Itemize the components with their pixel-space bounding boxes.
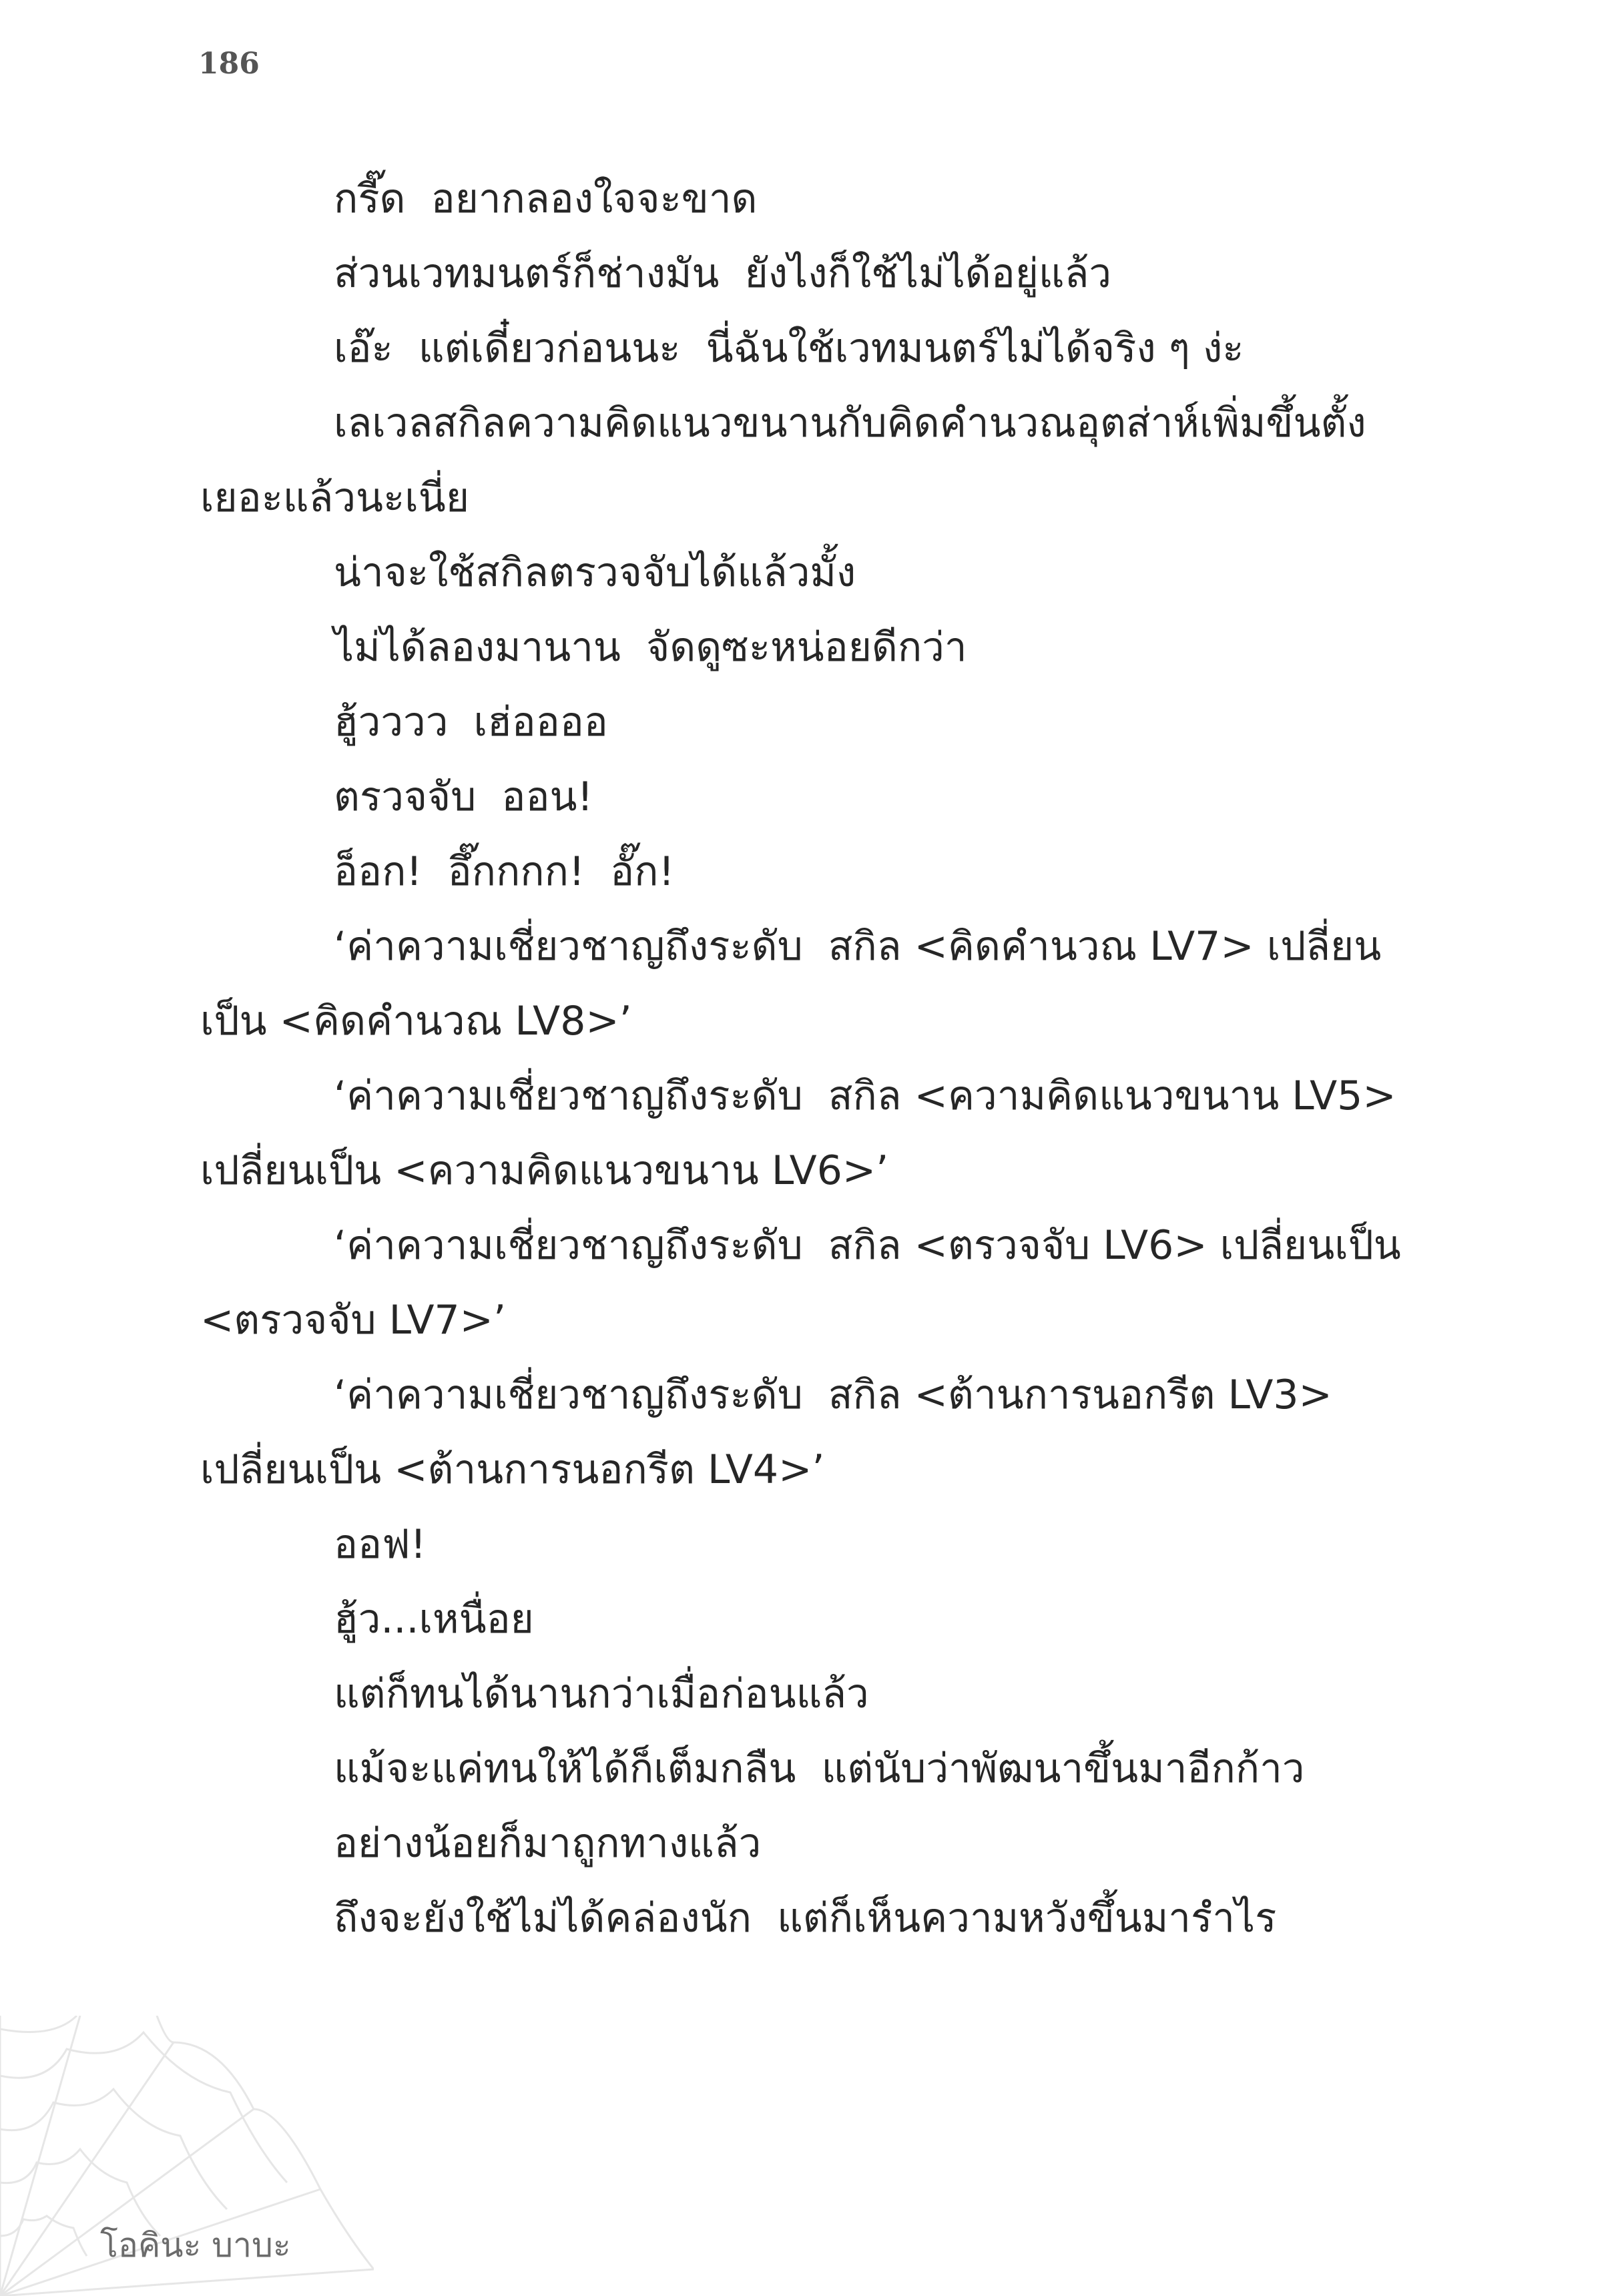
body-text	[200, 162, 1415, 1956]
paragraph: ถึงจะยังใช้ไม่ได้คล่องนัก แต่ก็เห็นความหวังขึ้นมารำไร	[334, 1895, 1277, 1942]
paragraph: ‘ค่าความเชี่ยวชาญถึงระดับ สกิล <คิดคำนวณ LV7> เปลี่ยนเป็น <คิดคำนวณ LV8>’	[200, 923, 1382, 1045]
paragraph: อ็อก! อึ๊กกกก! อั๊ก!	[334, 848, 675, 895]
paragraph: น่าจะใช้สกิลตรวจจับได้แล้วมั้ง	[334, 549, 856, 596]
paragraph: เลเวลสกิลความคิดแนวขนานกับคิดคำนวณอุตส่าห์เพิ่มขึ้นตั้งเยอะแล้วนะเนี่ย	[200, 400, 1366, 521]
paragraph: แต่ก็ทนได้นานกว่าเมื่อก่อนแล้ว	[334, 1671, 869, 1717]
paragraph: ฮู้ว...เหนื่อย	[334, 1596, 534, 1643]
paragraph: ‘ค่าความเชี่ยวชาญถึงระดับ สกิล <ความคิดแนวขนาน LV5> เปลี่ยนเป็น <ความคิดแนวขนาน LV6>’	[200, 1073, 1409, 1194]
paragraph: ตรวจจับ ออน!	[334, 774, 593, 820]
paragraph: ออฟ!	[334, 1521, 427, 1568]
paragraph: อย่างน้อยก็มาถูกทางแล้ว	[334, 1820, 762, 1867]
paragraph: แม้จะแค่ทนให้ได้ก็เต็มกลืน แต่นับว่าพัฒนาขึ้นมาอีกก้าว	[334, 1745, 1305, 1792]
paragraph: กรี๊ด อยากลองใจจะขาด	[334, 176, 758, 222]
author-name: โอคินะ บาบะ	[100, 2226, 291, 2265]
paragraph: ฮู้วววว เฮ่ออออ	[334, 699, 608, 746]
page-number: 186	[198, 47, 260, 81]
paragraph: ‘ค่าความเชี่ยวชาญถึงระดับ สกิล <ตรวจจับ LV6> เปลี่ยนเป็น <ตรวจจับ LV7>’	[200, 1222, 1414, 1344]
paragraph: เอ๊ะ แต่เดี๋ยวก่อนนะ นี่ฉันใช้เวทมนตร์ไม่ได้จริง ๆ ง่ะ	[334, 325, 1244, 372]
paragraph: ไม่ได้ลองมานาน จัดดูซะหน่อยดีกว่า	[334, 624, 967, 671]
paragraph: ‘ค่าความเชี่ยวชาญถึงระดับ สกิล <ต้านการนอกรีต LV3> เปลี่ยนเป็น <ต้านการนอกรีต LV4>’	[200, 1372, 1345, 1493]
paragraph: ส่วนเวทมนตร์ก็ช่างมัน ยังไงก็ใช้ไม่ได้อยู่แล้ว	[334, 250, 1112, 297]
